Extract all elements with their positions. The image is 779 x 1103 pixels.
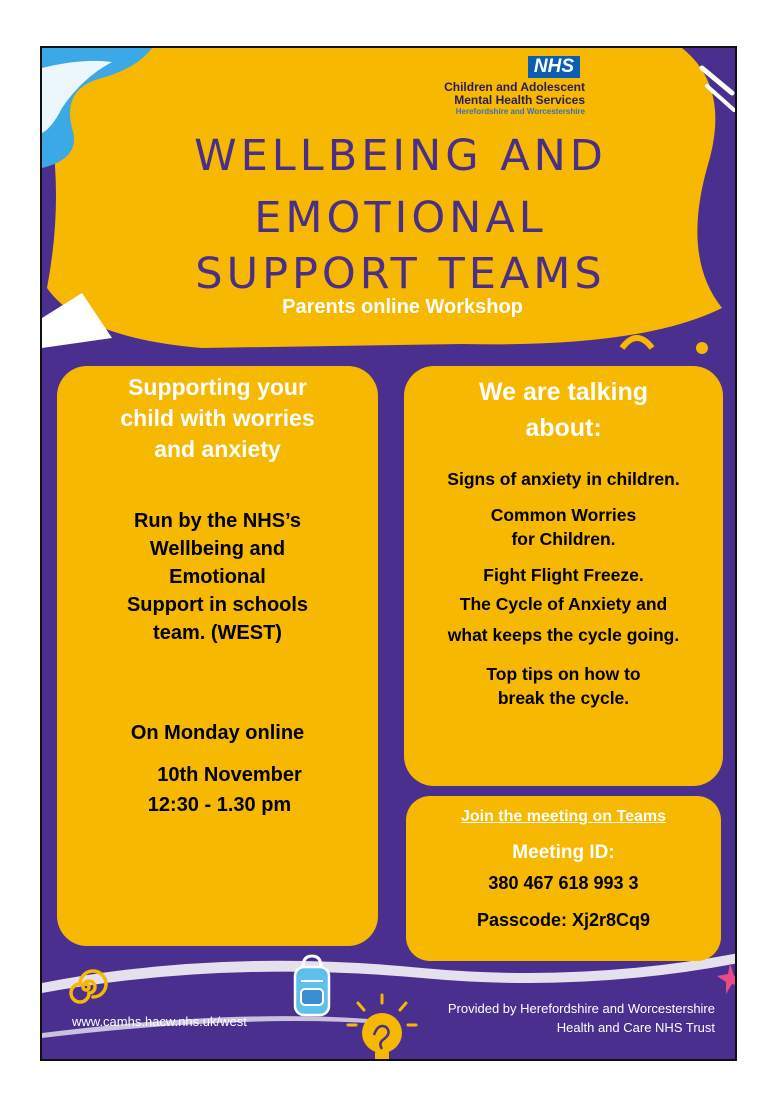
spiral-icon: [64, 965, 108, 1009]
join-teams-link[interactable]: Join the meeting on Teams: [460, 808, 667, 825]
service-region: Herefordshire and Worcestershire: [455, 107, 585, 116]
topics-heading-line2: about:: [525, 414, 602, 442]
topic-fight-flight-freeze: Fight Flight Freeze.: [483, 565, 644, 585]
topic-common-worries-line1: Common Worries: [490, 505, 637, 525]
event-day: On Monday online: [130, 722, 305, 744]
event-time: 12:30 - 1.30 pm: [147, 794, 292, 816]
workshop-info-box: [57, 366, 378, 946]
meeting-id-label: Meeting ID:: [512, 842, 615, 863]
topic-cycle-line1: The Cycle of Anxiety and: [459, 594, 668, 614]
left-heading-line3: and anxiety: [154, 436, 281, 462]
meeting-id-value: 380 467 618 993 3: [488, 873, 639, 893]
subtitle: Parents online Workshop: [282, 296, 523, 318]
nhs-logo: NHS: [528, 56, 580, 78]
provider-line2: Health and Care NHS Trust: [556, 1019, 715, 1035]
provider-text: [448, 1000, 715, 1038]
run-by-line5: team. (WEST): [153, 622, 282, 644]
service-name-line2: Mental Health Services: [454, 93, 585, 107]
passcode: Passcode: Xj2r8Cq9: [476, 910, 651, 930]
service-name-line1: Children and Adolescent: [444, 80, 585, 94]
topic-cycle-line2: what keeps the cycle going.: [447, 625, 680, 645]
page-title-line3: SUPPORT TEAMS: [195, 249, 606, 299]
run-by-line1: Run by the NHS’s: [133, 510, 302, 532]
topics-heading-line1: We are talking: [478, 378, 649, 406]
topic-top-tips-line2: break the cycle.: [497, 688, 630, 708]
provider-line1: Provided by Herefordshire and Worcestershire: [447, 1001, 715, 1016]
page-title-line1: WELLBEING AND: [194, 131, 607, 181]
lightbulb-icon: [342, 993, 422, 1061]
run-by-line4: Support in schools: [126, 594, 309, 616]
join-meeting-box: [406, 796, 721, 961]
poster: [40, 46, 737, 1061]
left-heading-line1: Supporting your: [128, 374, 307, 400]
left-heading-line2: child with worries: [120, 405, 315, 431]
run-by-line2: Wellbeing and: [149, 538, 286, 560]
topic-common-worries-line2: for Children.: [511, 529, 616, 549]
run-by-line3: Emotional: [169, 566, 266, 588]
topic-top-tips-line1: Top tips on how to: [486, 664, 641, 684]
topics-box: [404, 366, 723, 786]
event-date: 10th November: [157, 764, 302, 786]
topic-signs-of-anxiety: Signs of anxiety in children.: [447, 469, 680, 489]
website-link[interactable]: www.camhs.hacw.nhs.uk/west: [72, 1014, 247, 1029]
page-title-line2: EMOTIONAL: [254, 193, 547, 243]
backpack-icon: [287, 953, 337, 1023]
